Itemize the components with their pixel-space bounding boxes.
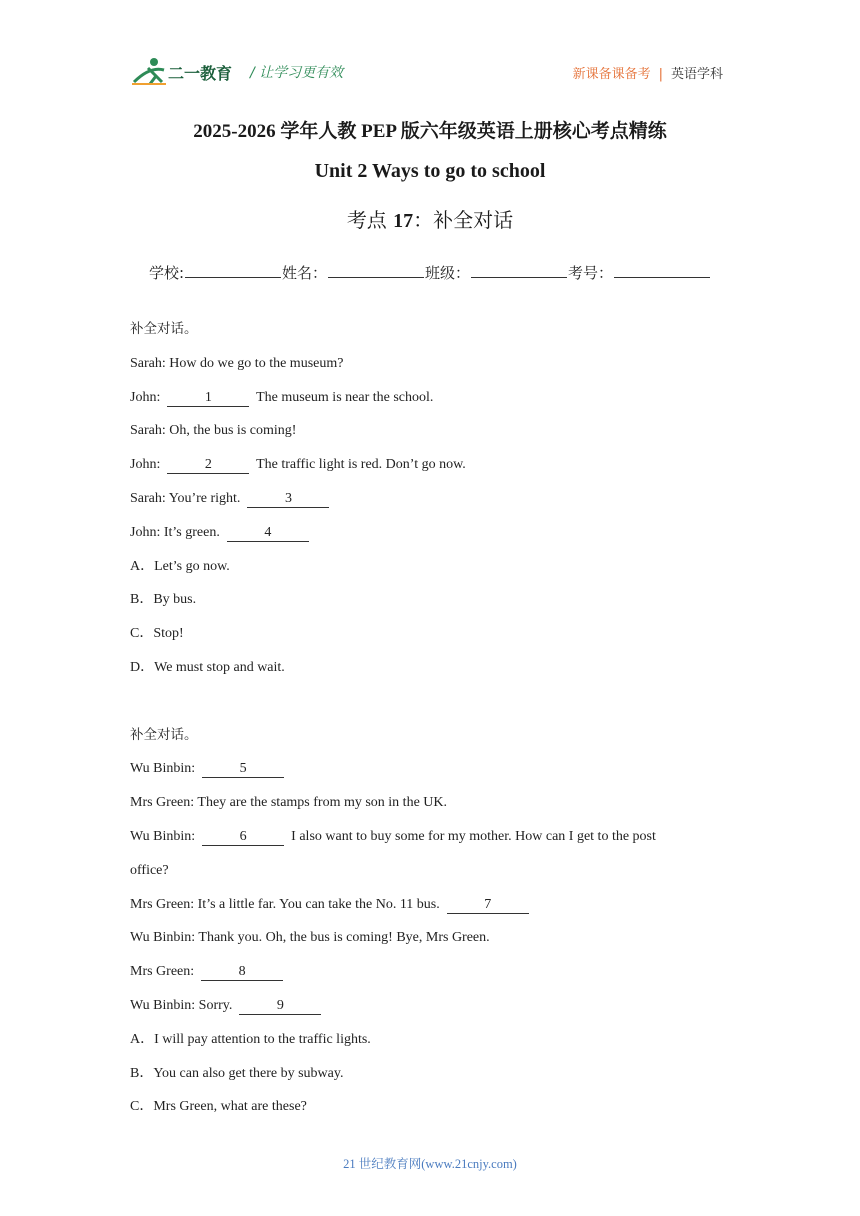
page-footer: 21 世纪教育网(www.21cnjy.com) [343, 1157, 517, 1171]
dialogue-line [130, 381, 730, 415]
school-field[interactable] [185, 263, 281, 278]
dialogue-line [130, 414, 730, 448]
dialogue-text: Wu Binbin: [130, 761, 203, 777]
dialogue-line [130, 347, 730, 381]
section2-options [130, 1023, 730, 1124]
title-prefix: 考点 [346, 208, 394, 232]
dialogue-line [130, 888, 730, 922]
dialogue-line [130, 820, 730, 854]
section1-options [130, 550, 730, 685]
dialogue-text: Wu Binbin: Thank you. Oh, the bus is coming! Bye, Mrs Green. [130, 930, 490, 946]
dialogue-text: The traffic light is red. Don’t go now. [249, 457, 466, 473]
answer-blank[interactable]: 9 [239, 998, 321, 1015]
name-label: 姓名： [282, 264, 328, 282]
dialogue-line [130, 786, 730, 820]
title-line-3 [0, 204, 860, 233]
dialogue-line [130, 854, 730, 888]
title-line-2: Unit 2 Ways to go to school [314, 160, 546, 182]
section2-dialogue [130, 752, 730, 1022]
answer-option: A．Let’s go now. [130, 558, 230, 574]
dialogue-text: Mrs Green: It’s a little far. You can take the No. 11 bus. [130, 896, 447, 912]
dialogue-line [130, 955, 730, 989]
answer-option: B．You can also get there by subway. [130, 1065, 344, 1081]
answer-blank[interactable]: 3 [247, 491, 329, 508]
logo-text: 二一教育 [168, 64, 233, 83]
answer-blank[interactable]: 6 [202, 829, 284, 846]
dialogue-line [130, 921, 730, 955]
dialogue-text: Mrs Green: [130, 964, 202, 980]
course-label: 新课备课备考 [572, 67, 651, 82]
dialogue-text: John: [130, 457, 168, 473]
header-right [573, 63, 723, 82]
dialogue-line [130, 448, 730, 482]
page-header [0, 54, 860, 94]
answer-option: C．Stop! [130, 626, 184, 642]
answer-option: C．Mrs Green, what are these? [130, 1099, 307, 1115]
dialogue-line [130, 482, 730, 516]
slogan: / 让学习更有效 [250, 65, 344, 81]
answer-option: D．We must stop and wait. [130, 659, 285, 675]
dialogue-text: Sarah: Oh, the bus is coming! [130, 423, 297, 439]
title-number: 17 [393, 210, 414, 232]
exercise-content [130, 313, 730, 1124]
subject-label: 英语学科 [670, 67, 723, 82]
dialogue-line [130, 752, 730, 786]
dialogue-text: John: [130, 389, 168, 405]
dialogue-text: I also want to buy some for my mother. How can I get to the post [284, 828, 656, 844]
logo-icon [130, 56, 240, 90]
dialogue-text: Wu Binbin: Sorry. [130, 997, 240, 1013]
answer-blank[interactable]: 5 [202, 761, 284, 778]
dialogue-text: office? [130, 862, 169, 878]
number-field[interactable] [614, 263, 710, 278]
answer-blank[interactable]: 2 [167, 457, 249, 474]
number-label: 考号： [568, 264, 614, 282]
answer-blank[interactable]: 4 [227, 525, 309, 542]
dialogue-line [130, 516, 730, 550]
dialogue-text: Sarah: You’re right. [130, 490, 248, 506]
dialogue-text: Wu Binbin: [130, 828, 203, 844]
answer-option: B．By bus. [130, 592, 197, 608]
dialogue-line [130, 989, 730, 1023]
school-label: 学校: [148, 264, 184, 282]
answer-blank[interactable]: 8 [201, 964, 283, 981]
student-info [0, 262, 860, 283]
title-line-1: 2025-2026 学年人教 PEP 版六年级英语上册核心考点精练 [193, 121, 667, 142]
answer-blank[interactable]: 7 [447, 897, 529, 914]
section2-heading: 补全对话。 [130, 726, 198, 743]
answer-option: A．I will pay attention to the traffic lights. [130, 1031, 371, 1047]
dialogue-text: John: It’s green. [130, 524, 227, 540]
answer-blank[interactable]: 1 [167, 390, 249, 407]
dialogue-text: The museum is near the school. [249, 389, 434, 405]
section1-heading: 补全对话。 [130, 321, 198, 337]
dialogue-text: Sarah: How do we go to the museum? [130, 355, 344, 371]
header-separator: | [658, 67, 663, 82]
class-label: 班级： [425, 264, 471, 282]
title-suffix: ：补全对话 [413, 208, 514, 232]
section1-dialogue [130, 347, 730, 550]
name-field[interactable] [328, 263, 424, 278]
class-field[interactable] [471, 263, 567, 278]
dialogue-text: Mrs Green: They are the stamps from my son in the UK. [130, 795, 448, 811]
